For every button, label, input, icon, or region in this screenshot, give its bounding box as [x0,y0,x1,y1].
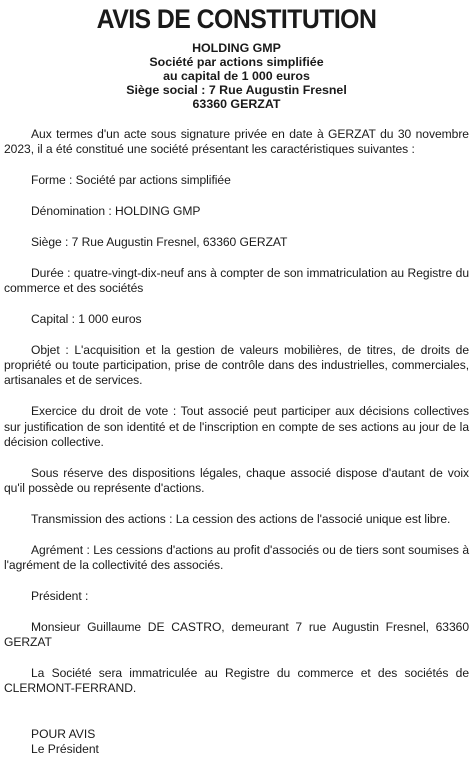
paragraph-denomination: Dénomination : HOLDING GMP [31,204,201,218]
signature-for-notice: POUR AVIS [31,726,96,741]
company-name: HOLDING GMP [192,41,281,55]
company-form: Société par actions simplifiée [149,55,324,69]
paragraph-object: Objet : L'acquisition et la gestion de valeurs mobilières, de titres, de droits de propriété ou toute participation, prise de contrôle dans des industrielles, commerciales, artisanales et de services. [4,342,469,388]
paragraph-votes: Sous réserve des dispositions légales, chaque associé dispose d'autant de voix qu'il possède ou représente d'actions. [4,465,469,496]
paragraph-president-label: Président : [31,589,89,604]
company-postcode-city: 63360 GERZAT [192,97,281,111]
company-capital: au capital de 1 000 euros [163,69,310,83]
notice-title: AVIS DE CONSTITUTION [96,4,377,34]
company-header [4,41,469,111]
paragraph-intro: Aux termes d'un acte sous signature privée en date à GERZAT du 30 novembre 2023, il a été constitué une société présentant les caractéristiques suivantes : [4,127,469,157]
paragraph-duration: Durée : quatre-vingt-dix-neuf ans à compter de son immatriculation au Registre du commerce et des sociétés [4,265,469,295]
paragraph-voting-rights: Exercice du droit de vote : Tout associé peut participer aux décisions collectives sur justification de son identité et de l'inscription en compte de ses actions au jour de la décision collective. [4,404,469,450]
company-headquarters: Siège social : 7 Rue Augustin Fresnel [126,83,347,97]
signature-block [4,727,469,758]
notice-body [4,127,469,697]
paragraph-registration: La Société sera immatriculée au Registre du commerce et des sociétés de CLERMONT-FERRAND. [4,666,469,696]
paragraph-president-name: Monsieur Guillaume DE CASTRO, demeurant 7 rue Augustin Fresnel, 63360 GERZAT [4,619,469,650]
paragraph-form: Forme : Société par actions simplifiée [31,173,231,188]
signature-president: Le Président [31,742,99,757]
paragraph-share-transfer: Transmission des actions : La cession des actions de l'associé unique est libre. [31,512,451,527]
paragraph-seat: Siège : 7 Rue Augustin Fresnel, 63360 GERZAT [31,234,288,249]
paragraph-capital: Capital : 1 000 euros [31,311,142,326]
paragraph-approval: Agrément : Les cessions d'actions au profit d'associés ou de tiers sont soumises à l'agrément de la collectivité des associés. [4,542,469,573]
